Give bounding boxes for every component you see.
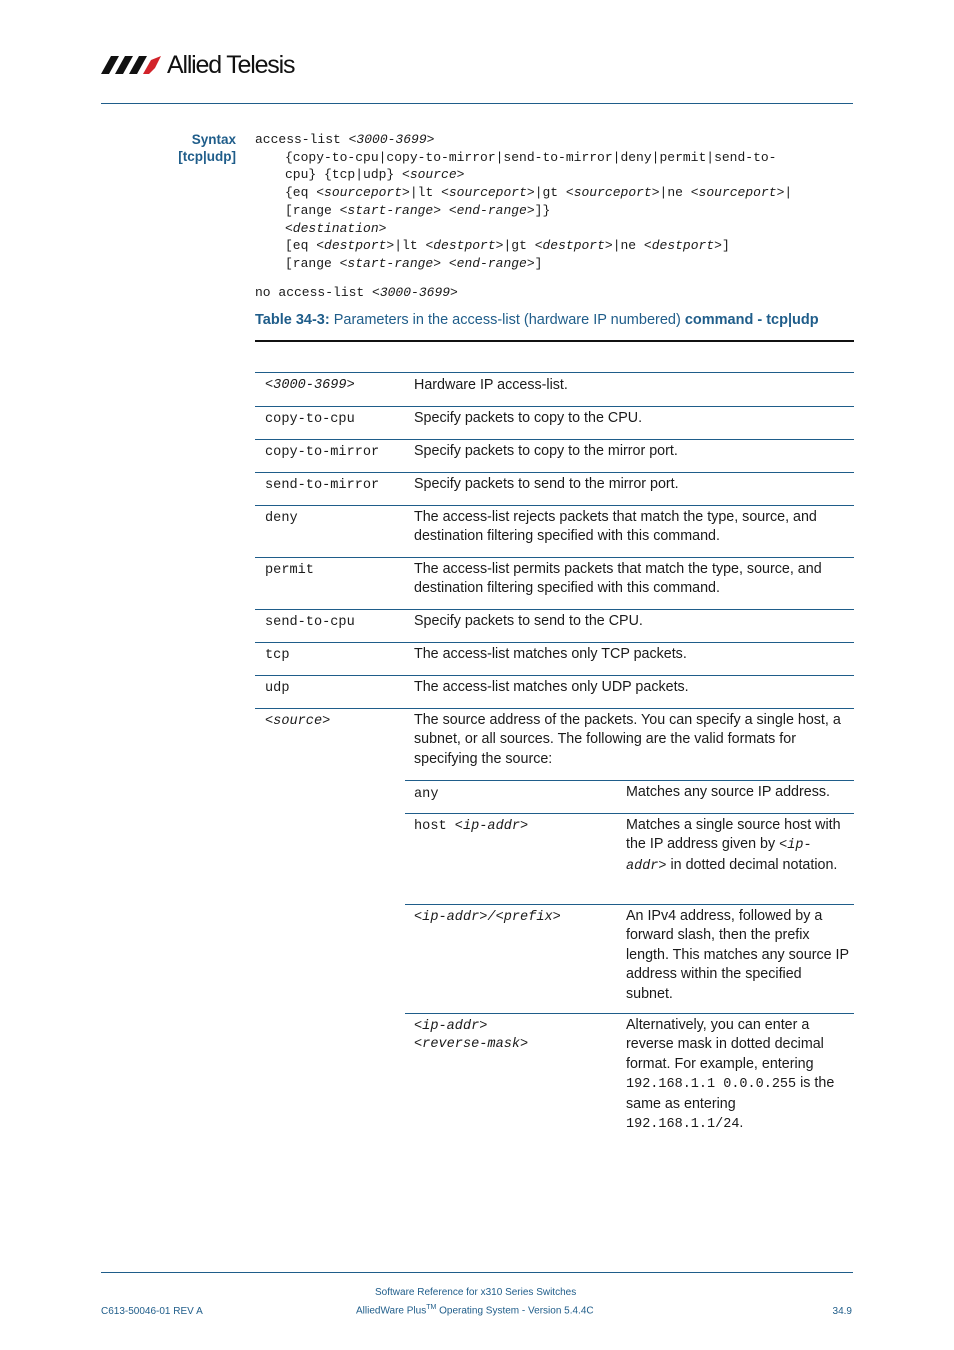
syntax-line: access-list <3000-3699> [255,132,435,147]
syntax-line: <destination> [285,220,387,236]
sub-param-cell: <ip-addr> <reverse-mask> [414,1019,529,1052]
table-rule [255,505,854,506]
sub-desc-cell: Alternatively, you can enter a reverse mask in dotted decimal format. For example, entering 192.168.1.1 0.0.0.255 is the same as entering 192.168.1.1/24. [626,1017,835,1133]
param-cell: <3000-3699> [265,378,355,393]
logo-text: Allied Telesis [167,50,295,79]
param-cell: tcp [265,648,290,663]
no-syntax-line: no access-list <3000-3699> [255,285,458,300]
footer-rule [101,1272,853,1273]
subtable-rule [405,904,854,905]
table-rule [255,708,854,709]
desc-cell: Specify packets to send to the CPU. [414,613,643,629]
syntax-line: {copy-to-cpu|copy-to-mirror|send-to-mirror|deny|permit|send-to- [285,149,777,165]
allied-telesis-logo-icon [101,54,163,76]
desc-cell: The access-list matches only TCP packets. [414,646,687,662]
param-cell: send-to-mirror [265,478,380,493]
param-cell: deny [265,511,298,526]
subtable-rule [405,780,854,781]
desc-cell: Specify packets to copy to the CPU. [414,410,643,426]
syntax-line: [eq <destport>|lt <destport>|gt <destport>|ne <destport>] [285,238,730,254]
syntax-heading: Syntax [tcp|udp] [178,132,236,164]
table-rule [255,642,854,643]
footer-doc-id: C613-50046-01 REV A [101,1306,203,1317]
param-cell: permit [265,563,314,578]
desc-cell: Specify packets to send to the mirror port. [414,476,679,492]
table-rule [255,372,854,373]
table-caption: Table 34-3: Parameters in the access-list (hardware IP numbered) command - tcp|udp [255,312,819,328]
subtable-rule [405,1013,854,1014]
table-rule [255,609,854,610]
syntax-line: [range <start-range> <end-range>] [285,255,543,271]
sub-param-cell: <ip-addr>/<prefix> [414,910,561,925]
table-rule [255,557,854,558]
desc-cell: The source address of the packets. You can specify a single host, a subnet, or all sources. The following are the valid formats for specifying the source: [414,712,841,767]
table-rule [255,675,854,676]
footer-title: Software Reference for x310 Series Switches [375,1287,577,1298]
table-rule [255,439,854,440]
header-rule [101,103,853,104]
sub-desc-cell: Matches any source IP address. [626,784,830,800]
param-cell: send-to-cpu [265,615,355,630]
syntax-line: {eq <sourceport>|lt <sourceport>|gt <sourceport>|ne <sourceport>| [285,185,793,201]
desc-cell: Hardware IP access-list. [414,377,568,393]
table-top-rule [255,340,854,342]
desc-cell: Specify packets to copy to the mirror port. [414,443,678,459]
param-cell: udp [265,681,290,696]
sub-desc-cell: An IPv4 address, followed by a forward slash, then the prefix length. This matches any source IP address within the specified subnet. [626,908,849,1002]
desc-cell: The access-list rejects packets that match the type, source, and destination filtering specified with this command. [414,509,817,545]
desc-cell: The access-list permits packets that match the type, source, and destination filtering specified with this command. [414,561,822,597]
syntax-block [255,131,792,273]
company-logo [101,50,294,80]
sub-param-cell: any [414,787,439,802]
param-cell: copy-to-mirror [265,445,380,460]
param-cell: copy-to-cpu [265,412,355,427]
param-cell: <source> [265,714,331,729]
footer-page-number: 34.9 [832,1306,852,1317]
footer-product: AlliedWare Plus™ Operating System - Version 5.4.4C [356,1304,594,1317]
table-rule [255,472,854,473]
table-rule [255,406,854,407]
syntax-line: [range <start-range> <end-range>]} [285,202,551,218]
syntax-line: cpu} {tcp|udp} <source> [285,167,465,183]
sub-desc-cell: Matches a single source host with the IP address given by <ip-addr> in dotted decimal notation. [626,817,841,874]
sub-param-cell: host <ip-addr> [414,819,529,834]
subtable-rule [405,813,854,814]
desc-cell: The access-list matches only UDP packets. [414,679,689,695]
